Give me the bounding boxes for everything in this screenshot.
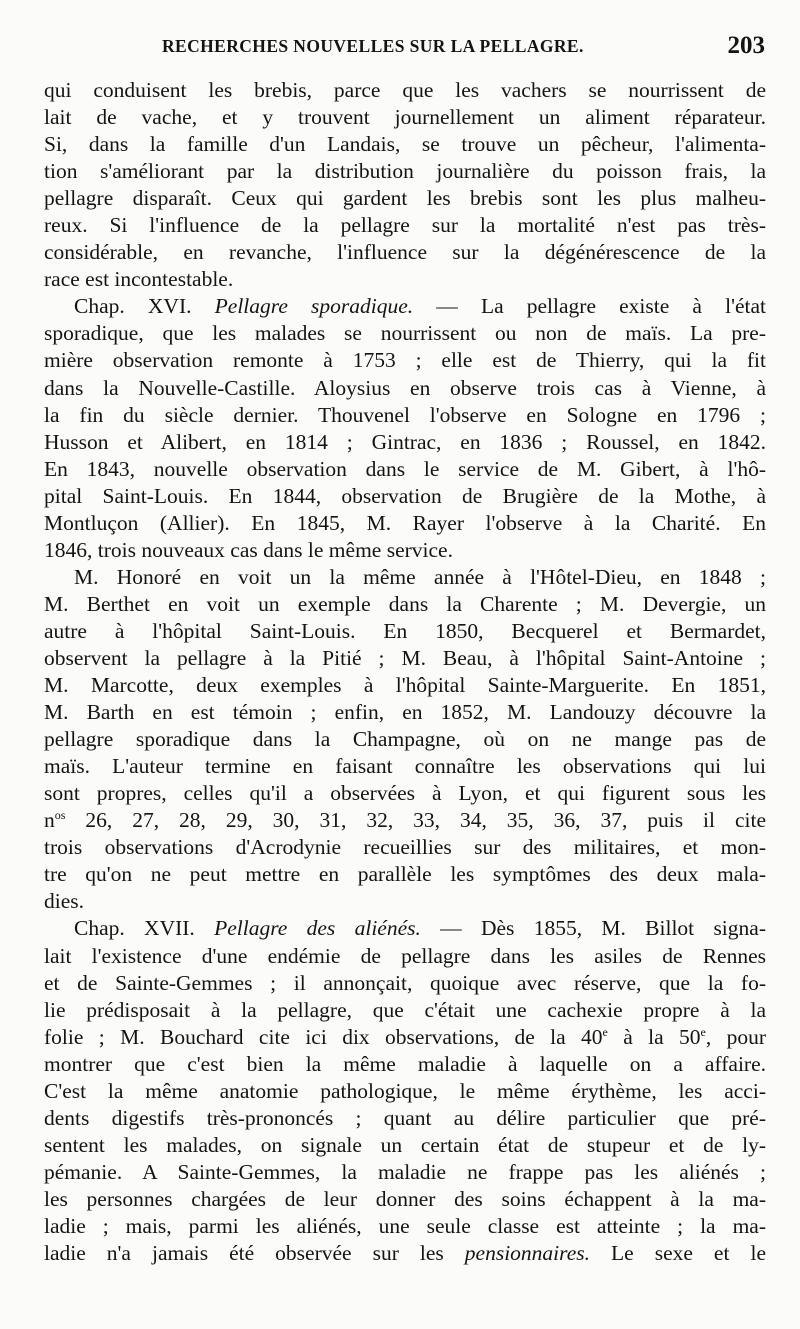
chapter-title: Pellagre des aliénés. [214, 916, 421, 941]
text-line: tion s'améliorant par la distribution journalière du poisson frais, la [44, 159, 766, 184]
chapter-heading-line [44, 915, 766, 942]
chapter-number: Chap. XVII. [74, 916, 215, 941]
text-line: lait l'existence d'une endémie de pellagre dans les asiles de Rennes [44, 943, 766, 968]
text-line: pital Saint-Louis. En 1844, observation de Brugière de la Mothe, à [44, 483, 766, 508]
text-line: pellagre sporadique dans la Champagne, où on ne mange pas de [44, 727, 766, 752]
text-line: mière observation remonte à 1753 ; elle est de Thierry, qui la fit [44, 348, 766, 373]
text-line: sentent les malades, on signale un certain état de stupeur et de ly- [44, 1132, 766, 1157]
text-line: sont propres, celles qu'il a observées à Lyon, et qui figurent sous les [44, 781, 766, 806]
superscript: e [700, 1024, 706, 1039]
text-line: C'est la même anatomie pathologique, le même érythème, les acci- [44, 1078, 766, 1103]
text-line: Husson et Alibert, en 1814 ; Gintrac, en 1836 ; Roussel, en 1842. [44, 429, 766, 454]
text-segment: ladie n'a jamais été observée sur les [44, 1241, 465, 1266]
text-line: M. Honoré en voit un la même année à l'Hôtel-Dieu, en 1848 ; [74, 564, 766, 589]
text-line [44, 1024, 766, 1051]
text-line: reux. Si l'influence de la pellagre sur la mortalité n'est pas très- [44, 213, 766, 238]
text-line: qui conduisent les brebis, parce que les vachers se nourrissent de [44, 78, 766, 102]
chapter-title: Pellagre sporadique. [214, 294, 414, 319]
text-segment: , pour [705, 1024, 766, 1049]
text-line: Si, dans la famille d'un Landais, se trouve un pêcheur, l'alimenta- [44, 132, 766, 157]
text-line: 1846, trois nouveaux cas dans le même service. [44, 537, 453, 562]
text-line: dies. [44, 889, 85, 914]
text-line: observent la pellagre à la Pitié ; M. Beau, à l'hôpital Saint-Antoine ; [44, 645, 766, 670]
text-line: et de Sainte-Gemmes ; il annonçait, quoique avec réserve, que la fo- [44, 970, 766, 995]
running-title: RECHERCHES NOUVELLES SUR LA PELLAGRE. [162, 36, 584, 56]
page-number: 203 [727, 32, 765, 59]
page-header [44, 34, 764, 64]
text-segment: à la 50 [607, 1024, 701, 1049]
text-line: pémanie. A Sainte-Gemmes, la maladie ne frappe pas les aliénés ; [44, 1159, 766, 1184]
text-line: autre à l'hôpital Saint-Louis. En 1850, Becquerel et Bermardet, [44, 618, 766, 643]
superscript: os [54, 808, 66, 823]
text-segment: folie ; M. Bouchard cite ici dix observations, de la 40 [44, 1024, 603, 1049]
text-line: lie prédisposait à la pellagre, que c'était une cachexie propre à la [44, 997, 766, 1022]
text-line: pellagre disparaît. Ceux qui gardent les brebis sont les plus malheu- [44, 186, 766, 211]
italic-word: pensionnaires. [464, 1241, 591, 1266]
chapter-number: Chap. XVI. [74, 294, 215, 319]
text-segment: — Dès 1855, M. Billot signa- [420, 916, 766, 941]
text-line: maïs. L'auteur termine en faisant connaître les observations qui lui [44, 754, 766, 779]
text-line [44, 807, 766, 834]
text-segment: — La pellagre existe à l'état [413, 294, 766, 319]
superscript: e [602, 1024, 608, 1039]
text-line [44, 1240, 766, 1267]
text-segment: n [44, 808, 55, 833]
text-line: En 1843, nouvelle observation dans le service de M. Gibert, à l'hô- [44, 456, 766, 481]
text-line: M. Barth en est témoin ; enfin, en 1852, M. Landouzy découvre la [44, 700, 766, 725]
page-body-text [44, 77, 766, 1267]
text-line: la fin du siècle dernier. Thouvenel l'observe en Sologne en 1796 ; [44, 402, 766, 427]
text-line: lait de vache, et y trouvent journellement un aliment réparateur. [44, 105, 766, 130]
text-line: trois observations d'Acrodynie recueillies sur des militaires, et mon- [44, 835, 766, 860]
text-line: race est incontestable. [44, 267, 234, 292]
text-segment: 26, 27, 28, 29, 30, 31, 32, 33, 34, 35, 36, 37, puis il cite [65, 808, 766, 833]
chapter-heading-line [44, 293, 766, 320]
text-line: les personnes chargées de leur donner des soins échappent à la ma- [44, 1186, 766, 1211]
text-line: M. Marcotte, deux exemples à l'hôpital Sainte-Marguerite. En 1851, [44, 673, 766, 698]
text-line: Montluçon (Allier). En 1845, M. Rayer l'observe à la Charité. En [44, 510, 766, 535]
text-line: considérable, en revanche, l'influence sur la dégénérescence de la [44, 240, 766, 265]
text-line: tre qu'on ne peut mettre en parallèle les symptômes des deux mala- [44, 862, 766, 887]
text-line: sporadique, que les malades se nourrissent ou non de maïs. La pre- [44, 321, 766, 346]
text-line: montrer que c'est bien la même maladie à laquelle on a affaire. [44, 1051, 766, 1076]
text-segment: Le sexe et le [590, 1241, 766, 1266]
text-line: M. Berthet en voit un exemple dans la Charente ; M. Devergie, un [44, 591, 766, 616]
text-line: dents digestifs très-prononcés ; quant au délire particulier que pré- [44, 1105, 766, 1130]
text-line: ladie ; mais, parmi les aliénés, une seule classe est atteinte ; la ma- [44, 1213, 766, 1238]
text-line: dans la Nouvelle-Castille. Aloysius en observe trois cas à Vienne, à [44, 375, 766, 400]
